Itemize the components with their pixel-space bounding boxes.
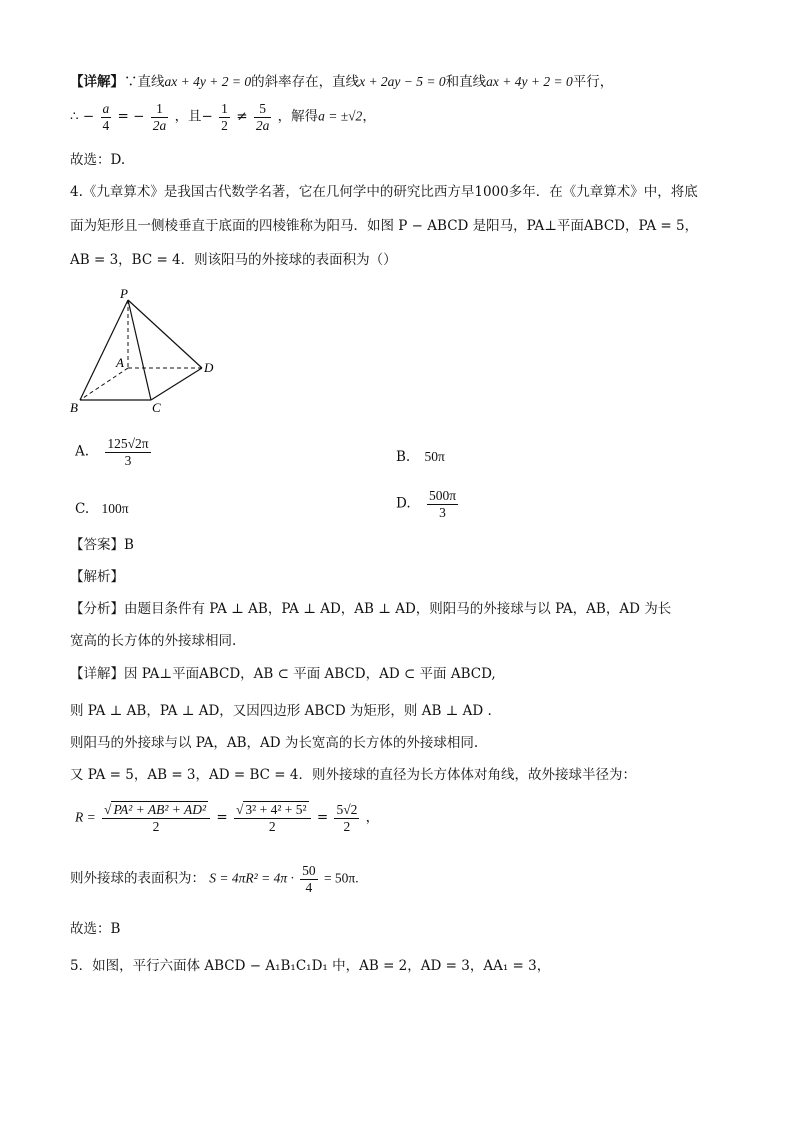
q4-line-2: 面为矩形且一侧棱垂直于底面的四棱锥称为阳马．如图 P − ABCD 是阳马，PA⊥平面ABCD，PA = 5， — [70, 218, 699, 234]
detail-line-2: ∴ − $\frac{a}{4}$ = − $\frac{1}{2a}$ ，且− $\frac{1}{2}$ ≠ $\frac{5}{2a}$ ，解得a = ±√2， — [70, 101, 376, 133]
fraction: $\frac{\text{√ PA² + AB² + AD²}}{2}$ — [102, 802, 210, 834]
edge-PD — [128, 300, 202, 368]
fraction: $\frac{500\pi}{3}$ — [428, 488, 457, 520]
analysis-line-2: 宽高的长方体的外接球相同. — [70, 633, 237, 649]
q4-line-1: 4.《九章算术》是我国古代数学名著，它在几何学中的研究比西方早1000多年．在《九章算术》中，将底 — [70, 184, 698, 200]
answer-final: 故选：B — [70, 921, 121, 937]
detail-line-1: 【详解】∵直线ax + 4y + 2 = 0的斜率存在，直线x + 2ay − 5 = 0和直线ax + 4y + 2 = 0平行， — [70, 74, 614, 90]
option-c[interactable]: C. 100π — [75, 501, 129, 517]
fraction: $\frac{5}{2a}$ — [255, 101, 270, 133]
label-C: C — [152, 400, 161, 415]
label-A: A — [116, 355, 124, 370]
surface-line: 则外接球的表面积为： S = 4πR² = 4π · $\frac{50}{4}$ = 50π. — [70, 863, 359, 895]
fraction: $\frac{a}{4}$ — [102, 101, 110, 133]
edge-PB — [80, 300, 128, 400]
detail-b-line-2: 则 PA ⊥ AB，PA ⊥ AD，又因四边形 ABCD 为矩形，则 AB ⊥ AD . — [70, 703, 492, 719]
option-a[interactable]: A. $\frac{125√2\pi}{3}$ — [75, 436, 149, 468]
fraction: $\frac{\text{√ 3² + 4² + 5²}}{2}$ — [234, 802, 311, 834]
answer-prev: 故选：D. — [70, 152, 126, 168]
fraction: $\frac{50}{4}$ — [302, 863, 316, 895]
analysis-head: 【解析】 — [70, 569, 124, 585]
detail-b-line-3: 则阳马的外接球与以 PA，AB，AD 为长宽高的长方体的外接球相同. — [70, 735, 479, 751]
detail-b-line-1: 【详解】因 PA⊥平面ABCD，AB ⊂ 平面 ABCD，AD ⊂ 平面 ABCD, — [70, 666, 496, 682]
label-D: D — [204, 360, 214, 375]
label-B: B — [70, 400, 78, 415]
fraction: $\frac{5√2}{2}$ — [336, 802, 358, 834]
fraction: $\frac{1}{2a}$ — [152, 101, 167, 133]
detail-tag: 【详解】 — [70, 74, 124, 90]
answer: 【答案】B — [70, 537, 134, 553]
pyramid-figure — [62, 284, 232, 419]
option-d[interactable]: D. $\frac{500\pi}{3}$ — [396, 488, 457, 520]
edge-PC — [128, 300, 151, 400]
q5-line: 5．如图，平行六面体 ABCD − A₁B₁C₁D₁ 中，AB = 2，AD = 3，AA₁ = 3， — [70, 958, 551, 974]
detail-b-line-4: 又 PA = 5，AB = 3，AD = BC = 4．则外接球的直径为长方体体对角线，故外接球半径为： — [70, 767, 636, 783]
q4-line-3: AB = 3，BC = 4．则该阳马的外接球的表面积为（） — [70, 252, 397, 268]
fraction: $\frac{1}{2}$ — [221, 101, 228, 133]
edge-CD — [151, 368, 202, 400]
analysis-line-1: 【分析】由题目条件有 PA ⊥ AB，PA ⊥ AD，AB ⊥ AD，则阳马的外接球与以 PA，AB，AD 为长 — [70, 601, 672, 617]
fraction: $\frac{125√2\pi}{3}$ — [107, 436, 149, 468]
radius-formula: R = $\frac{\text{√ PA² + AB² + AD²}}{2}$ = $\frac{\text{√ 3² + 4² + 5²}}{2}$ = $\frac{5√2}{2}$ ， — [75, 802, 380, 834]
option-b[interactable]: B. 50π — [396, 449, 445, 465]
label-P: P — [120, 286, 128, 301]
